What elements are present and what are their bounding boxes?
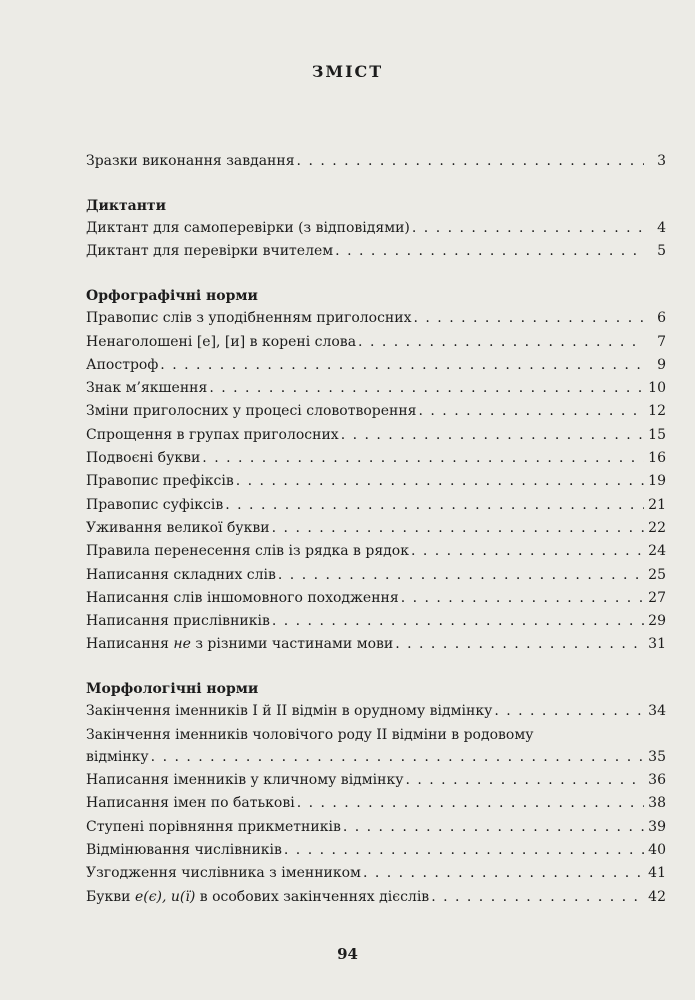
toc-entry[interactable]: Правопис префіксів . . . 19: [86, 470, 666, 492]
toc-entry[interactable]: Диктант для самоперевірки (з відповідями) . . . 4: [86, 217, 666, 239]
toc-entry[interactable]: Відмінювання числівників . . . 40: [86, 839, 666, 861]
toc-entry[interactable]: Спрощення в групах приголосних . . . 15: [86, 424, 666, 446]
toc-entry[interactable]: Уживання великої букви . . . 22: [86, 517, 666, 539]
toc-entry[interactable]: Написання імен по батькові . . . 38: [86, 792, 666, 814]
toc-section: [86, 150, 666, 172]
toc-section: [86, 285, 666, 655]
toc-entry[interactable]: Ступені порівняння прикметників . . . 39: [86, 816, 666, 838]
toc-entry[interactable]: Правопис слів з уподібненням приголосних . . . 6: [86, 307, 666, 329]
section-heading: Морфологічні норми: [86, 681, 259, 698]
toc-entry[interactable]: Правила перенесення слів із рядка в рядок . . . 24: [86, 540, 666, 562]
toc-entry[interactable]: Закінчення іменників чоловічого роду II відміни в родовому відмінку . . . 35: [86, 724, 666, 768]
toc-entry[interactable]: Ненаголошені [е], [и] в корені слова . . . 7: [86, 331, 666, 353]
toc-entry[interactable]: Написання не з різними частинами мови . . . 31: [86, 633, 666, 655]
table-of-contents: [86, 150, 666, 909]
toc-entry[interactable]: Букви е(є), и(ї) в особових закінченнях дієслів . . . 42: [86, 886, 666, 908]
page-title: ЗМІСТ: [311, 62, 384, 81]
toc-entry[interactable]: Написання прислівників . . . 29: [86, 610, 666, 632]
toc-section: [86, 195, 666, 262]
toc-section: [86, 678, 666, 907]
toc-entry[interactable]: Зразки виконання завдання . . . 3: [86, 150, 666, 172]
page-number: 94: [337, 945, 358, 963]
toc-entry[interactable]: Правопис суфіксів . . . 21: [86, 494, 666, 516]
toc-entry[interactable]: Зміни приголосних у процесі словотворення . . . 12: [86, 400, 666, 422]
toc-entry[interactable]: Знак м’якшення . . . 10: [86, 377, 666, 399]
section-heading: Орфографічні норми: [86, 288, 258, 305]
section-heading: Диктанти: [86, 198, 166, 214]
toc-entry[interactable]: Апостроф . . . 9: [86, 354, 666, 376]
toc-entry[interactable]: Диктант для перевірки вчителем . . . 5: [86, 240, 666, 262]
toc-entry[interactable]: Узгодження числівника з іменником . . . 41: [86, 862, 666, 884]
toc-entry[interactable]: Подвоєні букви . . . 16: [86, 447, 666, 469]
toc-entry[interactable]: Написання іменників у кличному відмінку . . . 36: [86, 769, 666, 791]
toc-entry[interactable]: Закінчення іменників I й II відмін в орудному відмінку . . . 34: [86, 700, 666, 722]
toc-entry[interactable]: Написання слів іншомовного походження . . . 27: [86, 587, 666, 609]
toc-entry[interactable]: Написання складних слів . . . 25: [86, 564, 666, 586]
